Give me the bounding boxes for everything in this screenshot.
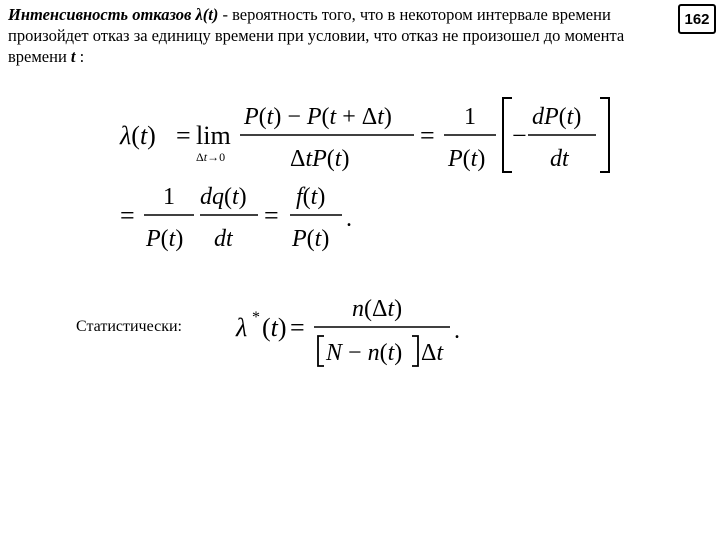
svg-text:P(t) − P(t + Δt): P(t) − P(t + Δt): [244, 104, 392, 130]
svg-text:P(t): P(t): [146, 226, 184, 252]
svg-text:lim: lim: [196, 121, 231, 150]
svg-text:=: =: [420, 121, 435, 150]
svg-text:dt: dt: [550, 146, 569, 172]
svg-text:dq(t): dq(t): [200, 184, 247, 210]
svg-text:=: =: [264, 201, 279, 230]
svg-text:(t): (t): [262, 313, 287, 342]
svg-text:N − n(t): N − n(t): [326, 340, 403, 366]
definition-tail: :: [75, 47, 85, 66]
svg-text:1: 1: [163, 184, 175, 210]
svg-text:Δt: Δt: [421, 340, 444, 366]
svg-text:n(Δt): n(Δt): [352, 296, 403, 322]
definition-term: Интенсивность отказов λ(t): [8, 5, 219, 24]
svg-text:P(t): P(t): [292, 226, 330, 252]
page-number-badge: 162: [678, 4, 716, 34]
svg-text:.: .: [346, 206, 352, 232]
svg-text:1: 1: [464, 104, 476, 130]
definition-text: - вероятность того, что в некотором интервале времени произойдет отказ за единицу времени при условии, что отказ не произошел до момента времени: [8, 5, 625, 66]
svg-text:=: =: [290, 313, 305, 342]
statistical-label: Статистически:: [76, 318, 182, 335]
svg-text:ΔtP(t): ΔtP(t): [290, 146, 350, 172]
svg-text:λ: λ: [236, 313, 248, 342]
svg-text:.: .: [454, 318, 460, 344]
svg-text:dt: dt: [214, 226, 233, 252]
svg-text:P(t): P(t): [448, 146, 486, 172]
svg-text:f(t): f(t): [296, 184, 326, 210]
svg-text:λ(t): λ(t): [120, 121, 156, 150]
svg-text:=: =: [120, 201, 135, 230]
svg-text:dP(t): dP(t): [532, 104, 582, 130]
svg-text:=: =: [176, 121, 191, 150]
svg-text:−: −: [512, 121, 527, 150]
svg-text:Δt→0: Δt→0: [196, 150, 226, 164]
svg-text:*: *: [252, 309, 260, 326]
definition-variable: t: [70, 47, 76, 66]
